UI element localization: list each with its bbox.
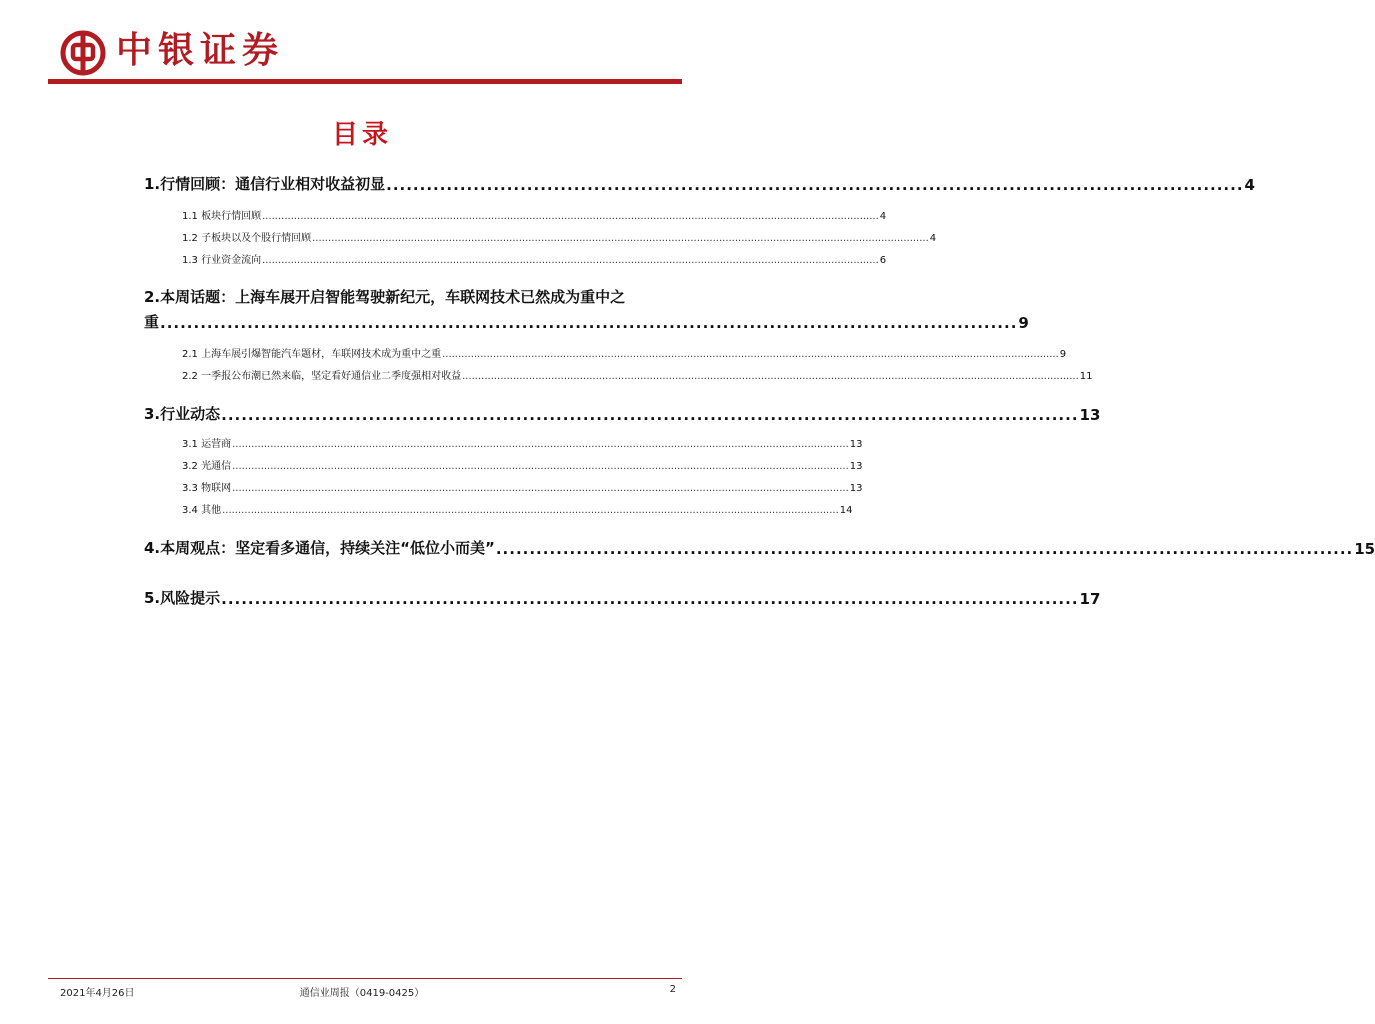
toc-entry-label: 1.1 板块行情回顾 (182, 211, 262, 222)
dot-leader: .................................................................................................................................................................................................. (312, 233, 929, 244)
header-divider (48, 79, 682, 84)
toc-entry-3[interactable] (144, 402, 1101, 424)
toc-entry-page: 13 (849, 483, 863, 494)
dot-leader: .................................................................................................................................................................................................. (232, 461, 849, 472)
dot-leader: ................................................................................................................................ (160, 314, 1018, 332)
dot-leader: .................................................................................................................................................................................................. (222, 505, 839, 516)
toc-entry-2-1[interactable] (182, 346, 1067, 360)
toc-entry-label: 2.2 一季报公布潮已然来临，坚定看好通信业二季度强相对收益 (182, 371, 462, 382)
dot-leader: .................................................................................................................................................................................................. (232, 439, 849, 450)
toc-entry-page: 11 (1079, 371, 1093, 382)
dot-leader: .................................................................................................................................................................................................. (442, 349, 1059, 360)
toc-entry-1[interactable] (144, 172, 1255, 194)
toc-entry-2-label-line1[interactable]: 2.本周话题：上海车展开启智能驾驶新纪元，车联网技术已然成为重中之 (144, 288, 626, 306)
toc-entry-1-2[interactable] (182, 230, 937, 244)
dot-leader: ................................................................................................................................ (386, 176, 1244, 194)
dot-leader: ................................................................................................................................ (221, 406, 1079, 424)
toc-entry-label: 4.本周观点：坚定看多通信，持续关注“低位小而美” (144, 539, 495, 557)
toc-entry-1-3[interactable] (182, 252, 887, 266)
dot-leader: .................................................................................................................................................................................................. (262, 255, 879, 266)
toc-entry-label: 重 (144, 313, 160, 331)
toc-entry-page: 9 (1018, 314, 1029, 332)
toc-entry-page: 9 (1059, 349, 1067, 360)
dot-leader: ................................................................................................................................ (221, 590, 1079, 608)
footer-report-name: 通信业周报（0419-0425） (299, 988, 425, 999)
dot-leader: .................................................................................................................................................................................................. (262, 211, 879, 222)
toc-entry-3-3[interactable] (182, 480, 863, 494)
footer-page-number: 2 (669, 984, 676, 995)
toc-entry-label: 1.行情回顾：通信行业相对收益初显 (144, 175, 386, 193)
toc-entry-page: 6 (879, 255, 887, 266)
toc-entry-3-4[interactable] (182, 502, 853, 516)
brand-name: 中银证券 (116, 29, 285, 71)
footer-date: 2021年4月26日 (60, 988, 135, 999)
toc-entry-label: 2.1 上海车展引爆智能汽车题材，车联网技术成为重中之重 (182, 349, 442, 360)
toc-entry-label: 3.行业动态 (144, 405, 221, 423)
toc-entry-label: 3.2 光通信 (182, 461, 232, 472)
bank-of-china-logo-icon (60, 30, 106, 76)
toc-entry-label: 3.4 其他 (182, 505, 222, 516)
footer-divider (48, 978, 682, 979)
toc-entry-label: 3.1 运营商 (182, 439, 232, 450)
toc-entry-page: 4 (879, 211, 887, 222)
toc-entry-page: 4 (929, 233, 937, 244)
toc-entry-4[interactable] (144, 536, 1375, 558)
toc-entry-page: 4 (1244, 176, 1255, 194)
dot-leader: ................................................................................................................................ (495, 540, 1354, 558)
toc-entry-label: 3.3 物联网 (182, 483, 232, 494)
toc-entry-page: 13 (849, 461, 863, 472)
dot-leader: .................................................................................................................................................................................................. (232, 483, 849, 494)
toc-entry-3-2[interactable] (182, 458, 863, 472)
toc-entry-page: 13 (849, 439, 863, 450)
toc-entry-page: 17 (1079, 590, 1101, 608)
toc-entry-label: 1.3 行业资金流向 (182, 255, 262, 266)
toc-entry-page: 15 (1354, 540, 1375, 558)
toc-entry-5[interactable] (144, 586, 1101, 608)
toc-title: 目录 (331, 120, 392, 150)
dot-leader: .................................................................................................................................................................................................. (462, 371, 1079, 382)
toc-entry-2[interactable] (144, 310, 1029, 332)
toc-entry-label: 1.2 子板块以及个股行情回顾 (182, 233, 312, 244)
toc-entry-1-1[interactable] (182, 208, 887, 222)
toc-entry-page: 14 (839, 505, 853, 516)
toc-entry-label: 5.风险提示 (144, 589, 221, 607)
toc-entry-3-1[interactable] (182, 436, 863, 450)
toc-entry-2-2[interactable] (182, 368, 1093, 382)
toc-entry-page: 13 (1079, 406, 1101, 424)
page-header (0, 0, 724, 92)
